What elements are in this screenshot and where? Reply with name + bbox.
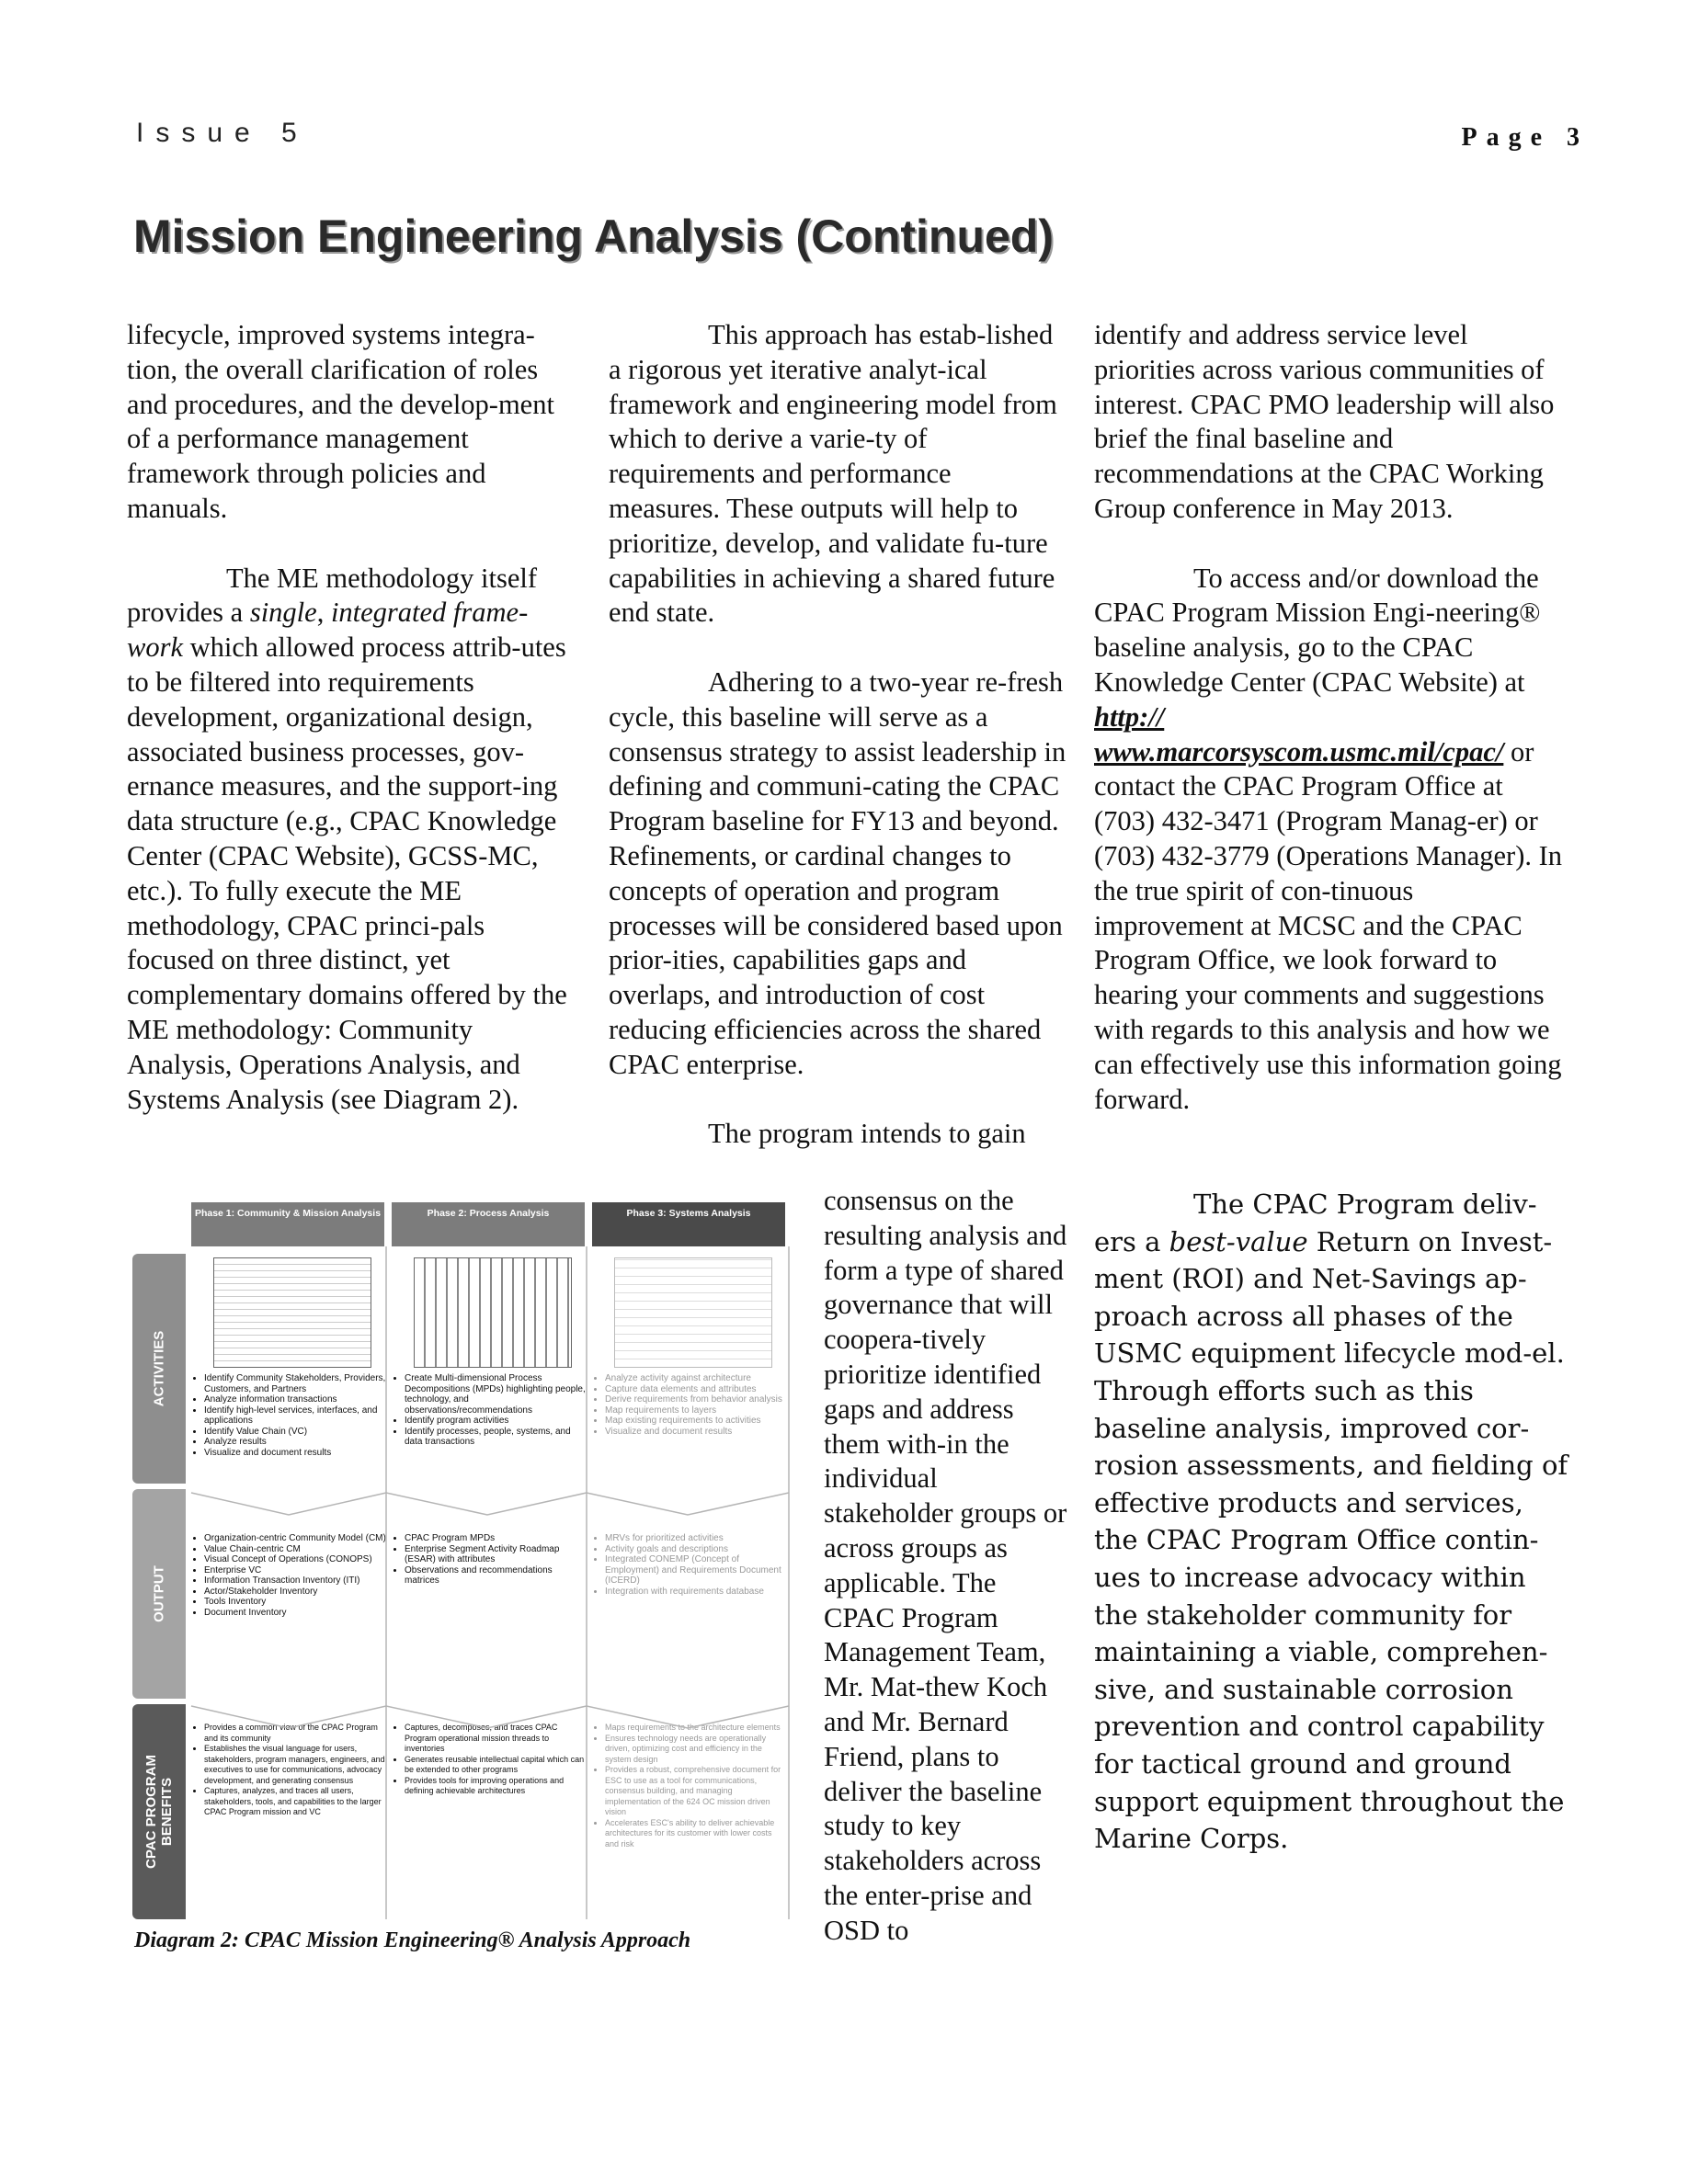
diagram-caption: Diagram 2: CPAC Mission Engineering® Analysis Approach <box>134 1928 691 1952</box>
issue-label: Issue 5 <box>136 118 309 148</box>
diagram-bullet: • Accelerates ESC's ability to deliver achievable architectures for its customer with lower costs and risk <box>605 1818 787 1850</box>
col2-paragraph-3-wrap: consensus on the resulting analysis and form a type of shared governance that will coopera-tively prioritize identified gaps and address them with-in the individual stakeholder groups or across groups as applicable. The CPAC Program Management Team, Mr. Mat-thew Koch and Mr. Bernard Friend, plans to deliver the baseline study to key stakeholders across the enter-prise and OSD to <box>824 1185 1067 1946</box>
diagram-bullet: • Value Chain-centric CM <box>204 1544 386 1555</box>
phase-2-benefits <box>393 1723 587 1797</box>
diagram-bullet: • CPAC Program MPDs <box>405 1533 587 1544</box>
diagram-bullet: • Generates reusable intellectual capital which can be extended to other programs <box>405 1755 587 1776</box>
col1-paragraph-1: lifecycle, improved systems integra-tion, the overall clarification of roles and procedures, and the develop-ment of a performance management framework through policies and manuals. <box>127 319 554 524</box>
cpac-website-link[interactable]: http:// www.marcorsyscom.usmc.mil/cpac/ <box>1094 700 1504 768</box>
diagram-bullet: • Identify high-level services, interfaces, and applications <box>204 1405 386 1427</box>
diagram-bullet: • Provides a common view of the CPAC Program and its community <box>204 1723 386 1744</box>
phase-2-thumbnail <box>414 1257 572 1368</box>
phase-3-thumbnail <box>614 1257 772 1368</box>
phase-3-outputs <box>594 1533 787 1597</box>
diagram-bullet: • MRVs for prioritized activities <box>605 1533 787 1544</box>
phase-1-benefits <box>193 1723 386 1818</box>
phase-1-activities <box>193 1373 386 1458</box>
row-label-activities: ACTIVITIES <box>132 1254 186 1484</box>
phase-2-activities <box>393 1373 587 1448</box>
diagram-bullet: • Visualize and document results <box>204 1448 386 1459</box>
col3-paragraph-2: To access and/or download the CPAC Program Mission Engi-neering® baseline analysis, go to the CPAC Knowledge Center (CPAC Website) at http:// www.marcorsyscom.usmc.mil/cpac/ or contact the CPAC Program Office at (703) 432-3471 (Program Manag-er) or (703) 432-3779 (Operations Manager). In the true spirit of con-tinuous improvement at MCSC and the CPAC Program Office, we look forward to hearing your comments and suggestions with regards to this analysis and how we can effectively use this information going forward. <box>1094 562 1563 1115</box>
column-3-lower <box>1094 1186 1572 1858</box>
phase-1-outputs <box>193 1533 386 1618</box>
column-3 <box>1094 318 1563 1117</box>
phase-3-header: Phase 3: Systems Analysis <box>592 1202 785 1246</box>
diagram-bullet: • Establishes the visual language for users, stakeholders, program managers, engineers, and executives to use for communications, advocacy development, and generating consensus <box>204 1744 386 1786</box>
diagram-bullet: • Enterprise VC <box>204 1565 386 1576</box>
phase-2-header: Phase 2: Process Analysis <box>392 1202 585 1246</box>
diagram-bullet: • Captures, decomposes, and traces CPAC Program operational mission threads to inventories <box>405 1723 587 1755</box>
col2-paragraph-2: Adhering to a two-year re-fresh cycle, this baseline will serve as a consensus strategy to assist leadership in defining and communi-cating the CPAC Program baseline for FY13 and beyond. Refinements, or cardinal changes to concepts of operation and program processes will be considered based upon prior-ities, capabilities gaps and overlaps, and introduction of cost reducing efficiencies across the shared CPAC enterprise. <box>609 665 1066 1080</box>
diagram-bullet: • Enterprise Segment Activity Roadmap (ESAR) with attributes <box>405 1544 587 1565</box>
row-label-benefits: CPAC PROGRAM BENEFITS <box>132 1704 186 1919</box>
diagram-bullet: • Identify Community Stakeholders, Providers, Customers, and Partners <box>204 1373 386 1394</box>
diagram-bullet: • Integrated CONEMP (Concept of Employment) and Requirements Document (ICERD) <box>605 1554 787 1587</box>
diagram-bullet: • Identify Value Chain (VC) <box>204 1427 386 1438</box>
diagram-bullet: • Derive requirements from behavior analysis <box>605 1394 787 1405</box>
diagram-bullet: • Provides a robust, comprehensive document for ESC to use as a tool for communications, consensus building, and managing implementation of the 624 OC mission driven vision <box>605 1765 787 1818</box>
diagram-bullet: • Provides tools for improving operations and defining achievable architectures <box>405 1776 587 1797</box>
diagram-bullet: • Maps requirements to the architecture elements <box>605 1723 787 1734</box>
col2-paragraph-3-lead: The program intends to gain <box>708 1118 1026 1150</box>
diagram-bullet: • Organization-centric Community Model (CM) <box>204 1533 386 1544</box>
diagram-bullet: • Identify program activities <box>405 1416 587 1427</box>
col3-paragraph-3: The CPAC Program deliv-ers a best-value Return on Invest-ment (ROI) and Net-Savings ap-proach across all phases of the USMC equipment lifecycle mod-el. Through efforts such as this baseline analysis, improved cor-rosion assessments, and fielding of effective products and services, the CPAC Program Office contin-ues to increase advocacy within the stakeholder community for maintaining a viable, comprehen-sive, and sustainable corrosion prevention and control capability for tactical ground and ground support equipment throughout the Marine Corps. <box>1094 1189 1568 1855</box>
diagram-bullet: • Create Multi-dimensional Process Decompositions (MPDs) highlighting people, technology, and observations/recommendations <box>405 1373 587 1416</box>
diagram-bullet: • Activity goals and descriptions <box>605 1544 787 1555</box>
col1-paragraph-2: The ME methodology itself provides a single, integrated frame-work which allowed process attrib-utes to be filtered into requirements development, organizational design, associated business processes, gov-ernance measures, and the support-ing data structure (e.g., CPAC Knowledge Center (CPAC Website), GCSS-MC, etc.). To fully execute the ME methodology, CPAC princi-pals focused on three distinct, yet complementary domains offered by the ME methodology: Community Analysis, Operations Analysis, and Systems Analysis (see Diagram 2). <box>127 562 567 1115</box>
column-1 <box>127 318 577 1117</box>
page-number: Page 3 <box>1461 123 1589 152</box>
col2-paragraph-1: This approach has estab-lished a rigorous yet iterative analyt-ical framework and engineering model from which to derive a varie-ty of requirements and performance measures. These outputs will help to prioritize, develop, and validate fu-ture capabilities in achieving a shared future end state. <box>609 319 1057 629</box>
page-title: Mission Engineering Analysis (Continued) <box>133 210 1055 262</box>
column-2 <box>609 318 1068 1152</box>
diagram-bullet: • Analyze results <box>204 1437 386 1448</box>
diagram-bullet: • Identify processes, people, systems, and data transactions <box>405 1427 587 1448</box>
diagram-bullet: • Integration with requirements database <box>605 1587 787 1598</box>
diagram-bullet: • Actor/Stakeholder Inventory <box>204 1587 386 1598</box>
phase-1-thumbnail <box>213 1257 371 1368</box>
mission-engineering-diagram <box>132 1202 793 1919</box>
diagram-bullet: • Information Transaction Inventory (ITI) <box>204 1575 386 1587</box>
diagram-bullet: • Map existing requirements to activities <box>605 1416 787 1427</box>
row-label-output: OUTPUT <box>132 1489 186 1699</box>
col2-wrapped-text <box>824 1184 1072 1949</box>
diagram-bullet: • Tools Inventory <box>204 1597 386 1608</box>
phase-2-outputs <box>393 1533 587 1587</box>
diagram-bullet: • Analyze information transactions <box>204 1394 386 1405</box>
phase-1-header: Phase 1: Community & Mission Analysis <box>191 1202 384 1246</box>
diagram-bullet: • Capture data elements and attributes <box>605 1384 787 1395</box>
diagram-bullet: • Document Inventory <box>204 1608 386 1619</box>
diagram-bullet: • Visual Concept of Operations (CONOPS) <box>204 1554 386 1565</box>
col3-paragraph-1: identify and address service level priorities across various communities of interest. CPAC PMO leadership will also brief the final baseline and recommendations at the CPAC Working Group conference in May 2013. <box>1094 319 1555 524</box>
diagram-bullet: • Ensures technology needs are operationally driven, optimizing cost and efficiency in the system design <box>605 1734 787 1766</box>
diagram-bullet: • Observations and recommendations matrices <box>405 1565 587 1587</box>
diagram-bullet: • Analyze activity against architecture <box>605 1373 787 1384</box>
phase-3-benefits <box>594 1723 787 1849</box>
phase-3-activities <box>594 1373 787 1437</box>
diagram-bullet: • Visualize and document results <box>605 1427 787 1438</box>
diagram-bullet: • Map requirements to layers <box>605 1405 787 1416</box>
diagram-bullet: • Captures, analyzes, and traces all users, stakeholders, tools, and capabilities to the larger CPAC Program mission and VC <box>204 1786 386 1818</box>
